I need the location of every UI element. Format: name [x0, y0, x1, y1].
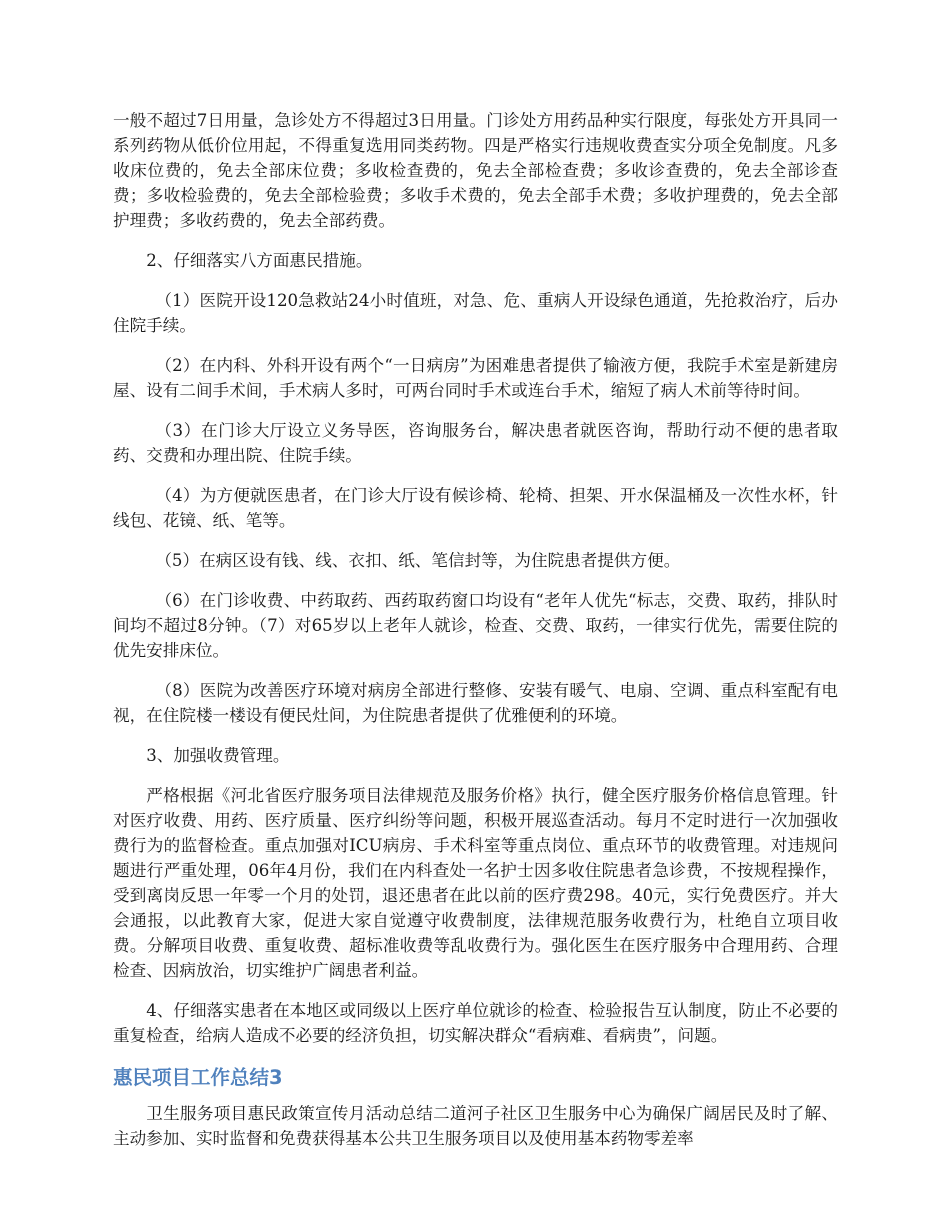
measure-8: （8）医院为改善医疗环境对病房全部进行整修、安装有暖气、电扇、空调、重点科室配有电视，在住院楼一楼设有便民灶间，为住院患者提供了优雅便利的环境。 [113, 681, 838, 725]
paragraph-continued: 一般不超过7日用量，急诊处方不得超过3日用量。门诊处方用药品种实行限度，每张处方开具同一系列药物从低价位用起，不得重复选用同类药物。四是严格实行违规收费查实分项全免制度。凡多收床位费的，免去全部床位费；多收检查费的，免去全部检查费；多收诊查费的，免去全部诊查费；多收检验费的，免去全部检验费；多收手术费的，免去全部手术费；多收护理费的，免去全部护理费；多收药费的，免去全部药费。 [113, 111, 838, 230]
section-2-title: 2、仔细落实八方面惠民措施。 [146, 251, 373, 270]
section-heading: 惠民项目工作总结3 [113, 1066, 283, 1089]
measure-1: （1）医院开设120急救站24小时值班，对急、危、重病人开设绿色通道，先抢救治疗，后办住院手续。 [113, 291, 838, 335]
paragraph-last: 卫生服务项目惠民政策宣传月活动总结二道河子社区卫生服务中心为确保广阔居民及时了解、主动参加、实时监督和免费获得基本公共卫生服务项目以及使用基本药物零差率 [113, 1104, 838, 1148]
measure-6-7: （6）在门诊收费、中药取药、西药取药窗口均设有“老年人优先“标志，交费、取药，排队时间均不超过8分钟。（7）对65岁以上老年人就诊，检查、交费、取药，一律实行优先，需要住院的优先安排床位。 [113, 591, 838, 660]
section-3-body: 严格根据《河北省医疗服务项目法律规范及服务价格》执行，健全医疗服务价格信息管理。针对医疗收费、用药、医疗质量、医疗纠纷等问题，积极开展巡查活动。每月不定时进行一次加强收费行为的监督检查。重点加强对ICU病房、手术科室等重点岗位、重点环节的收费管理。对违规问题进行严重处理，06年4月份，我们在内科查处一名护士因多收住院患者急诊费，不按规程操作，受到离岗反思一年零一个月的处罚，退还患者在此以前的医疗费298。40元，实行免费医疗。并大会通报，以此教育大家，促进大家自觉遵守收费制度，法律规范服务收费行为，杜绝自立项目收费。分解项目收费、重复收费、超标准收费等乱收费行为。强化医生在医疗服务中合理用药、合理检查、因病放治，切实维护广阔患者利益。 [113, 786, 838, 980]
section-3-title: 3、加强收费管理。 [146, 746, 290, 765]
measure-5: （5）在病区设有钱、线、衣扣、纸、笔信封等，为住院患者提供方便。 [155, 551, 681, 570]
measure-2: （2）在内科、外科开设有两个“一日病房”为困难患者提供了输液方便，我院手术室是新建房屋、设有二间手术间，手术病人多时，可两台同时手术或连台手术，缩短了病人术前等待时间。 [113, 356, 838, 400]
measure-3: （3）在门诊大厅设立义务导医，咨询服务台，解决患者就医咨询，帮助行动不便的患者取药、交费和办理出院、住院手续。 [113, 421, 838, 465]
measure-4: （4）为方便就医患者，在门诊大厅设有候诊椅、轮椅、担架、开水保温桶及一次性水杯，针线包、花镜、纸、笔等。 [113, 486, 838, 530]
section-4: 4、仔细落实患者在本地区或同级以上医疗单位就诊的检查、检验报告互认制度，防止不必要的重复检查，给病人造成不必要的经济负担，切实解决群众“看病难、看病贵”，问题。 [113, 1001, 838, 1045]
